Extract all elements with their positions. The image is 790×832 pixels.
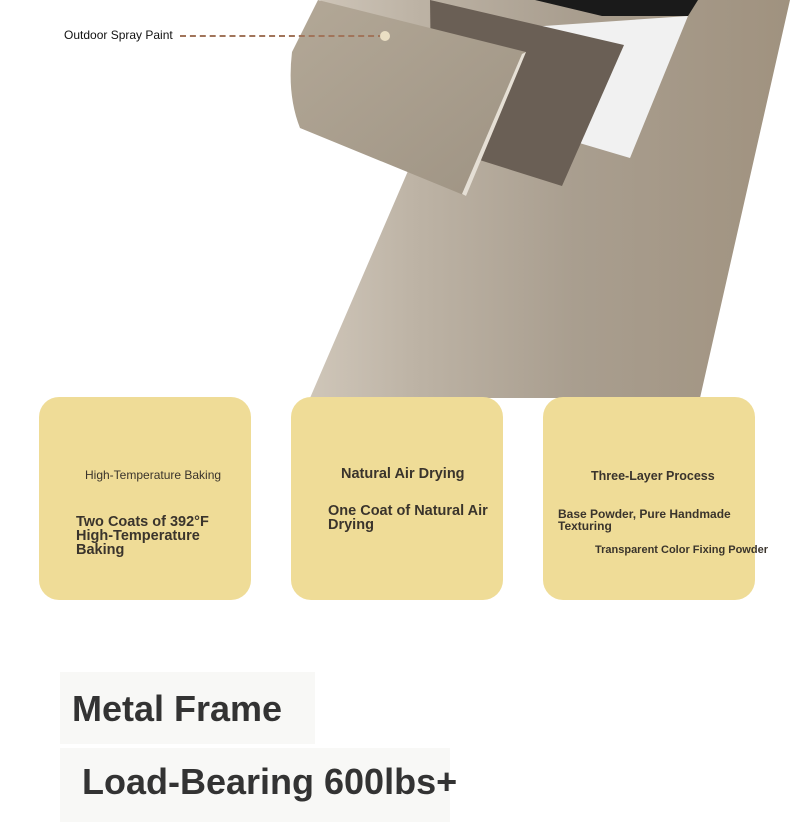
callout-dot	[380, 31, 390, 41]
callout-label: Outdoor Spray Paint	[64, 28, 173, 42]
card-description-secondary: Transparent Color Fixing Powder	[595, 544, 768, 556]
card-description: Two Coats of 392°F High-Temperature Baking	[76, 514, 209, 558]
callout-line	[180, 35, 384, 37]
metal-frame-illustration	[0, 0, 790, 398]
card-title: Three-Layer Process	[591, 469, 715, 483]
product-image	[0, 0, 790, 398]
card-title: Natural Air Drying	[341, 466, 465, 482]
card-title: High-Temperature Baking	[85, 468, 222, 482]
feature-card-three-layer	[543, 397, 768, 600]
feature-card-baking	[39, 397, 251, 600]
card-description: One Coat of Natural Air Drying	[328, 503, 488, 533]
section-subheading: Load-Bearing 600lbs+	[60, 748, 450, 822]
feature-card-air-drying	[291, 397, 503, 600]
card-description: Base Powder, Pure Handmade Texturing	[558, 507, 731, 533]
section-heading: Metal Frame	[60, 672, 315, 744]
